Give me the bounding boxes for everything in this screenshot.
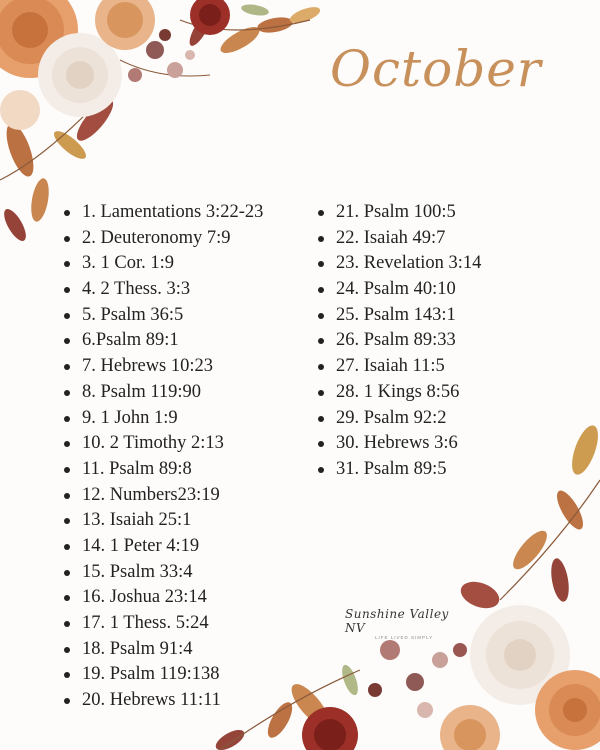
verse-item: 11. Psalm 89:8: [64, 457, 263, 483]
verse-item: 1. Lamentations 3:22-23: [64, 200, 263, 226]
verse-item: 25. Psalm 143:1: [318, 303, 481, 329]
verse-item: 14. 1 Peter 4:19: [64, 534, 263, 560]
verse-item: 29. Psalm 92:2: [318, 406, 481, 432]
verse-item: 15. Psalm 33:4: [64, 560, 263, 586]
brand-name: Sunshine Valley NV: [345, 607, 449, 635]
verse-item: 5. Psalm 36:5: [64, 303, 263, 329]
verse-item: 31. Psalm 89:5: [318, 457, 481, 483]
verse-item: 16. Joshua 23:14: [64, 585, 263, 611]
verse-item: 8. Psalm 119:90: [64, 380, 263, 406]
verse-item: 18. Psalm 91:4: [64, 637, 263, 663]
verse-item: 26. Psalm 89:33: [318, 328, 481, 354]
verse-item: 3. 1 Cor. 1:9: [64, 251, 263, 277]
verse-item: 24. Psalm 40:10: [318, 277, 481, 303]
verse-item: 28. 1 Kings 8:56: [318, 380, 481, 406]
verse-item: 19. Psalm 119:138: [64, 662, 263, 688]
brand-logo: [345, 607, 465, 640]
verse-item: 30. Hebrews 3:6: [318, 431, 481, 457]
verse-item: 6.Psalm 89:1: [64, 328, 263, 354]
verse-list-right: [318, 200, 481, 483]
verse-item: 9. 1 John 1:9: [64, 406, 263, 432]
verse-item: 13. Isaiah 25:1: [64, 508, 263, 534]
verse-list-left: [64, 200, 263, 714]
verse-item: 27. Isaiah 11:5: [318, 354, 481, 380]
verse-item: 7. Hebrews 10:23: [64, 354, 263, 380]
verse-item: 20. Hebrews 11:11: [64, 688, 263, 714]
verse-item: 17. 1 Thess. 5:24: [64, 611, 263, 637]
page-title: October: [330, 40, 542, 98]
verse-item: 22. Isaiah 49:7: [318, 226, 481, 252]
verse-item: 2. Deuteronomy 7:9: [64, 226, 263, 252]
verse-item: 21. Psalm 100:5: [318, 200, 481, 226]
verse-item: 23. Revelation 3:14: [318, 251, 481, 277]
verse-item: 4. 2 Thess. 3:3: [64, 277, 263, 303]
verse-item: 10. 2 Timothy 2:13: [64, 431, 263, 457]
verse-item: 12. Numbers23:19: [64, 483, 263, 509]
brand-tagline: LIFE LIVED SIMPLY: [375, 635, 434, 640]
